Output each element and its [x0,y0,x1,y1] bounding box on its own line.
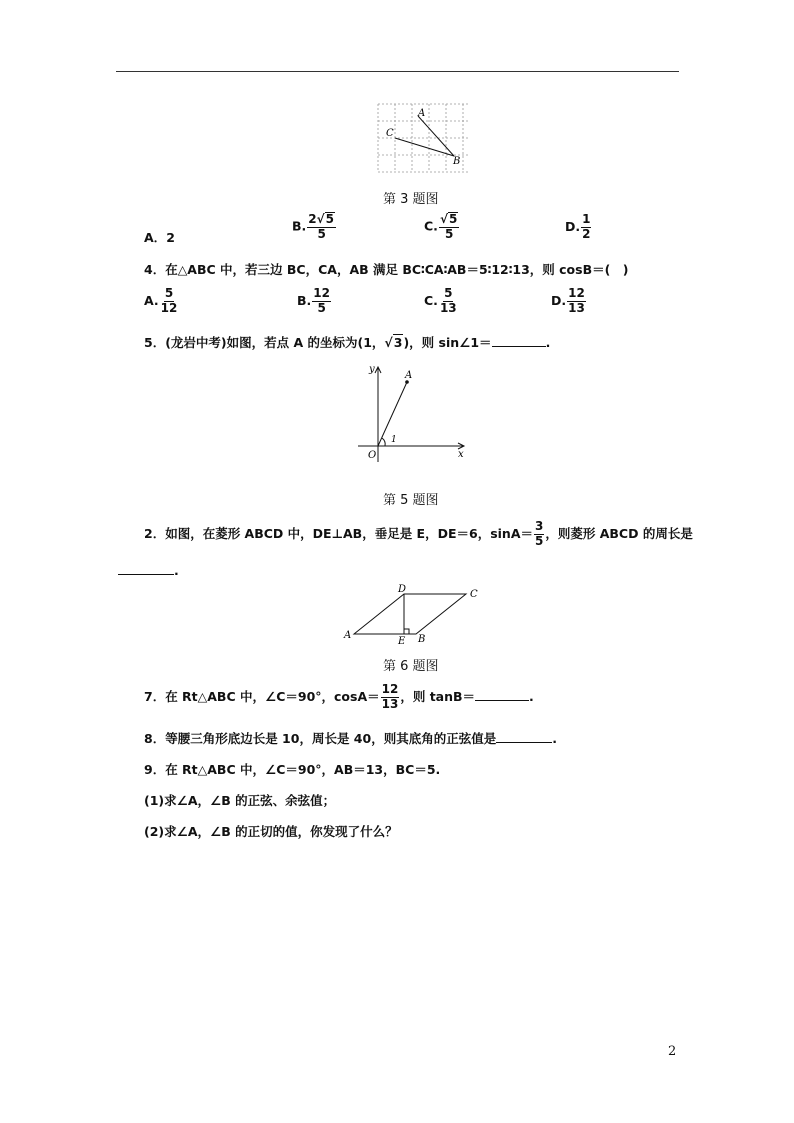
figure-6-rhombus [340,584,486,646]
fig6-label-c: C [470,589,478,600]
q4-option-c: C. $\frac{5}{13}$ [424,286,457,315]
segment-cb [395,138,454,156]
question-6-answer-line: . [118,562,179,578]
question-5: 5．(龙岩中考)如图，若点 A 的坐标为(1，√ 3 )，则 sin∠1＝ . [144,335,551,350]
fig6-label-a: A [344,630,352,641]
fig5-label-o: O [368,450,377,461]
fraction: $\frac{1}{2}$ [582,212,591,241]
figure-5-coordinate [352,362,472,466]
q3-option-c [424,212,460,242]
fig3-label-c: C [386,128,394,139]
fig5-label-y: y [369,364,375,375]
q4-option-a: A. $\frac{5}{12}$ [144,286,178,315]
fig5-label-angle: 1 [391,435,397,445]
option-label: A． [144,230,167,245]
option-label: B. [292,218,307,234]
answer-blank [118,562,174,575]
option-label: C. [424,218,438,234]
figure-6-caption: 第 6 题图 [383,659,439,674]
answer-blank [496,730,552,743]
fraction: 2√ 5 5 [308,212,335,241]
rhombus-abcd [354,594,466,634]
question-6: 2．如图，在菱形 ABCD 中，DE⊥AB，垂足是 E，DE＝6，sinA＝ $\frac{3}{5}$ ，则菱形 ABCD 的周长是 [144,519,693,548]
fig6-label-b: B [418,634,426,645]
question-7: 7．在 Rt△ABC 中，∠C＝90°，cosA＝ $\frac{12}{13}$ ，则 tanB＝ . [144,682,534,711]
fig5-label-a: A [405,370,413,381]
fig3-label-b: B [453,156,461,167]
q3-option-a [144,228,175,246]
page-number: 2 [668,1044,677,1059]
figure-5-caption: 第 5 题图 [383,493,439,508]
option-value: 2 [166,230,175,245]
question-9-part-1: (1)求∠A，∠B 的正弦、余弦值； [144,793,336,808]
fig6-label-d: D [398,584,407,595]
header-rule [116,71,679,72]
question-9: 9．在 Rt△ABC 中，∠C＝90°，AB＝13，BC＝5. [144,762,441,777]
question-4: 4．在△ABC 中，若三边 BC，CA，AB 满足 BC∶CA∶AB＝5∶12∶13，则 cosB＝( ) [144,262,629,277]
fig3-label-a: A [418,108,426,119]
figure-3-caption: 第 3 题图 [383,192,439,207]
fig6-label-e: E [398,636,406,646]
q4-option-b: B. $\frac{12}{5}$ [297,286,330,315]
option-label: D. [565,218,581,234]
question-8: 8．等腰三角形底边长是 10，周长是 40，则其底角的正弦值是 . [144,731,557,746]
answer-blank [475,688,529,701]
figure-3-grid [376,100,472,174]
q4-option-d: D. $\frac{12}{13}$ [551,286,585,315]
q3-option-b [292,212,337,242]
fraction: √ 5 5 [439,212,458,241]
answer-blank [492,334,546,347]
q3-option-d [565,213,592,242]
fig5-label-x: x [458,449,464,460]
question-9-part-2: (2)求∠A，∠B 的正切的值，你发现了什么？ [144,824,398,839]
